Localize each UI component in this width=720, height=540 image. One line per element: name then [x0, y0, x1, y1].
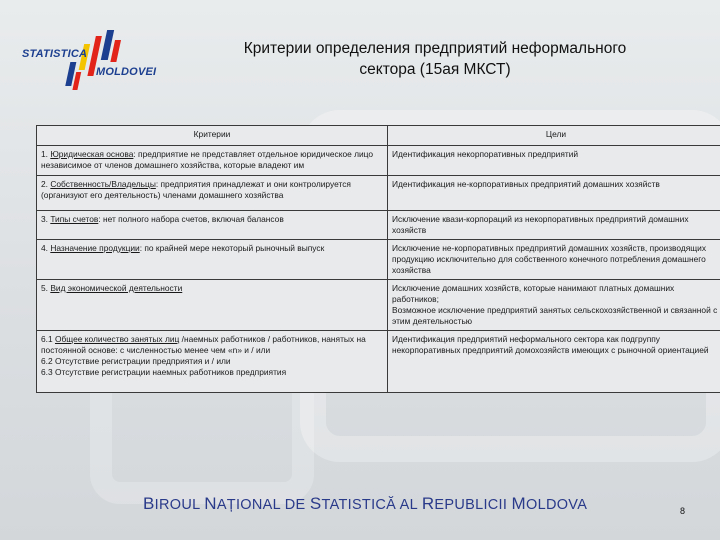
goal-cell: Идентификация некорпоративных предприятий — [388, 146, 720, 176]
goal-line: Исключение домашних хозяйств, которые нанимают платных домашних работников; — [392, 283, 675, 304]
table-row — [37, 240, 720, 280]
criteria-cell: 1. Юридическая основа: предприятие не представляет отдельное юридическое лицо независимое от членов домашнего хозяйства, которые владеют им — [37, 146, 388, 176]
statistica-moldovei-logo — [18, 26, 168, 96]
header-criteria: Критерии — [37, 126, 388, 146]
criteria-term: Общее количество занятых лиц — [54, 334, 180, 344]
criteria-term: Юридическая основа — [50, 149, 134, 159]
table-row — [37, 176, 720, 211]
criteria-cell: 6.1 Общее количество занятых лиц /наемных работников / работников, нанятых на постоянной основе: с численностью менее чем «n» и / или 6.2 Отсутствие регистрации предприятия и / или 6.3 Отсутствие регистрации наемных работников предприятия — [37, 331, 388, 393]
criteria-subline: 6.2 Отсутствие регистрации предприятия и / или — [41, 356, 231, 366]
title-line-2: сектора (15ая МКСТ) — [359, 61, 511, 78]
goal-cell: Исключение не-корпоративных предприятий домашних хозяйств, производящих продукцию исключительно для собственного конечного потребления домашнего хозяйства — [388, 240, 720, 280]
table-row — [37, 211, 720, 240]
criteria-term: Назначение продукции — [50, 243, 140, 253]
criteria-table — [36, 125, 718, 393]
header-goals: Цели — [388, 126, 720, 146]
logo-bars-icon — [18, 26, 168, 96]
goal-cell — [388, 280, 720, 331]
criteria-term: Типы счетов — [50, 214, 99, 224]
title-line-1: Критерии определения предприятий неформального — [243, 40, 627, 57]
criteria-cell: 2. Собственность/Владельцы: предприятия принадлежат и они контролируется (организуют его деятельность) членами домашнего хозяйства — [37, 176, 388, 211]
criteria-subline: 6.3 Отсутствие регистрации наемных работников предприятия — [41, 367, 287, 377]
goal-cell: Исключение квази-корпораций из некорпоративных предприятий домашних хозяйств — [388, 211, 720, 240]
criteria-cell: 4. Назначение продукции: по крайней мере некоторый рыночный выпуск — [37, 240, 388, 280]
table-row — [37, 331, 720, 393]
criteria-cell: 3. Типы счетов: нет полного набора счетов, включая балансов — [37, 211, 388, 240]
slide-title — [170, 38, 700, 80]
table-row — [37, 280, 720, 331]
table-row — [37, 146, 720, 176]
page-number: 8 — [680, 506, 686, 516]
logo-text-moldovei: MOLDOVEI — [96, 66, 157, 78]
goal-cell: Идентификация предприятий неформального сектора как подгруппу некорпоративных предприятий домохозяйств имеющих с рыночной ориентацией — [388, 331, 720, 393]
footer-institution-name: BIROUL NAȚIONAL DE STATISTICĂ AL REPUBLICII MOLDOVA — [143, 494, 588, 513]
goal-cell: Идентификация не-корпоративных предприятий домашних хозяйств — [388, 176, 720, 211]
table-header-row — [37, 126, 720, 146]
criteria-term: Собственность/Владельцы — [50, 179, 156, 189]
goal-line: Возможное исключение предприятий занятых сельскохозяйственной и связанной с этим деятельностью — [392, 305, 718, 326]
criteria-term: Вид экономической деятельности — [50, 283, 183, 293]
logo-text-statistica: STATISTICA — [22, 48, 88, 60]
criteria-cell: 5. Вид экономической деятельности — [37, 280, 388, 331]
